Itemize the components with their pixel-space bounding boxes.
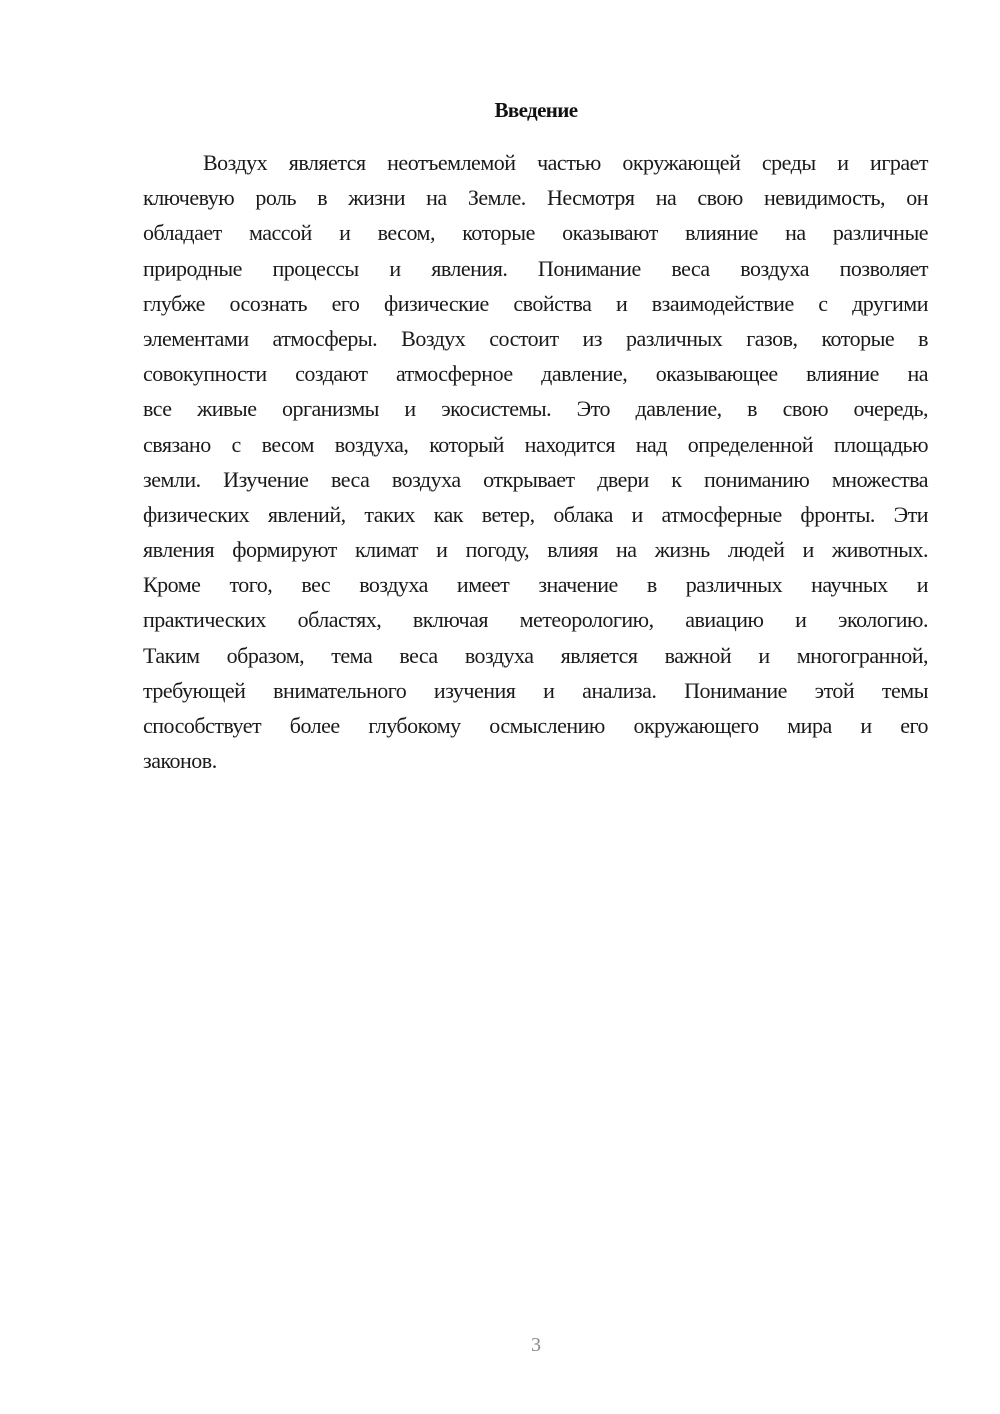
- paragraph-line: физических явлений, таких как ветер, облака и атмосферные фронты. Эти: [143, 501, 928, 527]
- paragraph-line: Таким образом, тема веса воздуха является важной и многогранной,: [143, 642, 928, 668]
- paragraph-line: все живые организмы и экосистемы. Это давление, в свою очередь,: [143, 396, 928, 422]
- paragraph-line: элементами атмосферы. Воздух состоит из различных газов, которые в: [143, 325, 928, 351]
- paragraph-line: требующей внимательного изучения и анализа. Понимание этой темы: [143, 677, 928, 703]
- page-number: 3: [531, 1334, 541, 1356]
- section-heading: Введение: [494, 98, 578, 122]
- paragraph-line: практических областях, включая метеорологию, авиацию и экологию.: [143, 607, 928, 633]
- paragraph-line: законов.: [143, 748, 217, 774]
- paragraph: [143, 145, 928, 778]
- paragraph-line: ключевую роль в жизни на Земле. Несмотря на свою невидимость, он: [143, 185, 928, 211]
- paragraph-line: природные процессы и явления. Понимание веса воздуха позволяет: [143, 255, 928, 281]
- paragraph-line: явления формируют климат и погоду, влияя на жизнь людей и животных.: [143, 537, 928, 563]
- paragraph-line: Воздух является неотъемлемой частью окружающей среды и играет: [203, 150, 928, 175]
- paragraph-line: способствует более глубокому осмыслению окружающего мира и его: [143, 713, 928, 738]
- paragraph-line: связано с весом воздуха, который находится над определенной площадью: [143, 431, 928, 457]
- paragraph-line: глубже осознать его физические свойства и взаимодействие с другими: [143, 290, 928, 316]
- paragraph-line: совокупности создают атмосферное давление, оказывающее влияние на: [143, 361, 928, 387]
- paragraph-line: обладает массой и весом, которые оказывают влияние на различные: [143, 220, 928, 246]
- paragraph-line: земли. Изучение веса воздуха открывает двери к пониманию множества: [143, 466, 928, 492]
- paragraph-line: Кроме того, вес воздуха имеет значение в различных научных и: [143, 572, 928, 598]
